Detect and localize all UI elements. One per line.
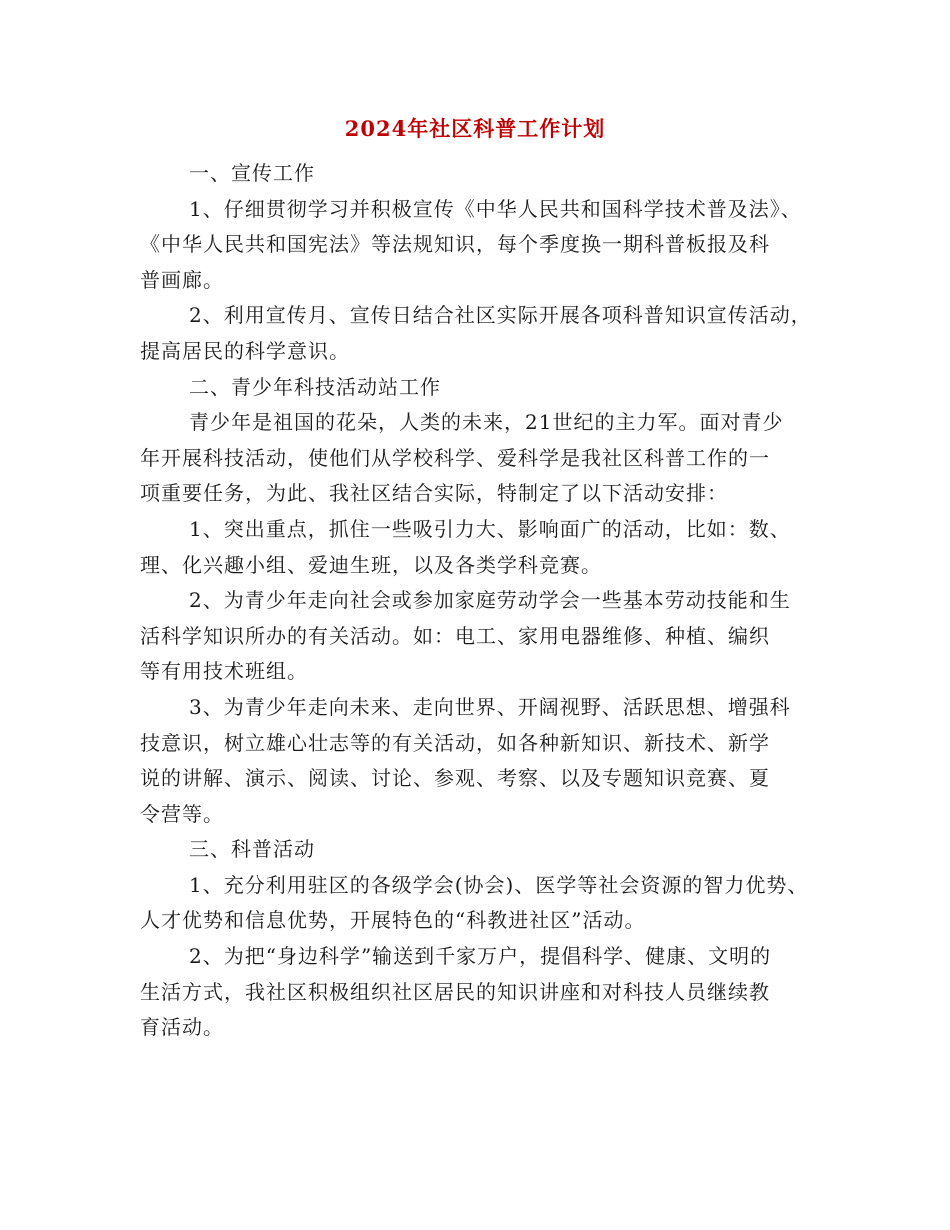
document-body	[140, 156, 820, 1046]
text-line: 二、青少年科技活动站工作	[189, 374, 441, 399]
text-line: 育活动。	[140, 1015, 224, 1040]
text-line: 理、化兴趣小组、爱迪生班，以及各类学科竞赛。	[140, 552, 602, 577]
text-line: 生活方式，我社区积极组织社区居民的知识讲座和对科技人员继续教	[140, 979, 770, 1004]
text-line: 1、充分利用驻区的各级学会(协会)、医学等社会资源的智力优势、	[189, 872, 809, 897]
text-line: 1、突出重点，抓住一些吸引力大、影响面广的活动，比如：数、	[189, 516, 791, 541]
text-line: 3、为青少年走向未来、走向世界、开阔视野、活跃思想、增强科	[189, 694, 791, 719]
text-line: 普画廊。	[140, 267, 224, 292]
text-line: 等有用技术班组。	[140, 659, 308, 684]
text-line: 1、仔细贯彻学习并积极宣传《中华人民共和国科学技术普及法》、	[189, 196, 802, 221]
text-line: 青少年是祖国的花朵，人类的未来，21世纪的主力军。面对青少	[189, 410, 784, 435]
text-line: 年开展科技活动，使他们从学校科学、爱科学是我社区科普工作的一	[140, 445, 770, 470]
text-line: 说的讲解、演示、阅读、讨论、参观、考察、以及专题知识竞赛、夏	[140, 766, 770, 791]
text-line: 2、利用宣传月、宣传日结合社区实际开展各项科普知识宣传活动，	[189, 303, 812, 328]
text-line: 活科学知识所办的有关活动。如：电工、家用电器维修、种植、编织	[140, 623, 770, 648]
text-line: 技意识，树立雄心壮志等的有关活动，如各种新知识、新技术、新学	[140, 730, 770, 755]
text-line: 三、科普活动	[189, 837, 315, 862]
text-line: 《中华人民共和国宪法》等法规知识，每个季度换一期科普板报及科	[140, 232, 770, 257]
text-line: 项重要任务，为此、我社区结合实际，特制定了以下活动安排：	[140, 481, 728, 506]
text-line: 令营等。	[140, 801, 224, 826]
text-line: 2、为青少年走向社会或参加家庭劳动学会一些基本劳动技能和生	[189, 588, 791, 613]
document-title: 2024年社区科普工作计划	[344, 116, 606, 141]
text-line: 人才优势和信息优势，开展特色的“科教进社区”活动。	[140, 908, 646, 933]
text-line: 2、为把“身边科学”输送到千家万户，提倡科学、健康、文明的	[189, 944, 772, 969]
text-line: 提高居民的科学意识。	[140, 338, 350, 363]
text-line: 一、宣传工作	[189, 161, 315, 185]
